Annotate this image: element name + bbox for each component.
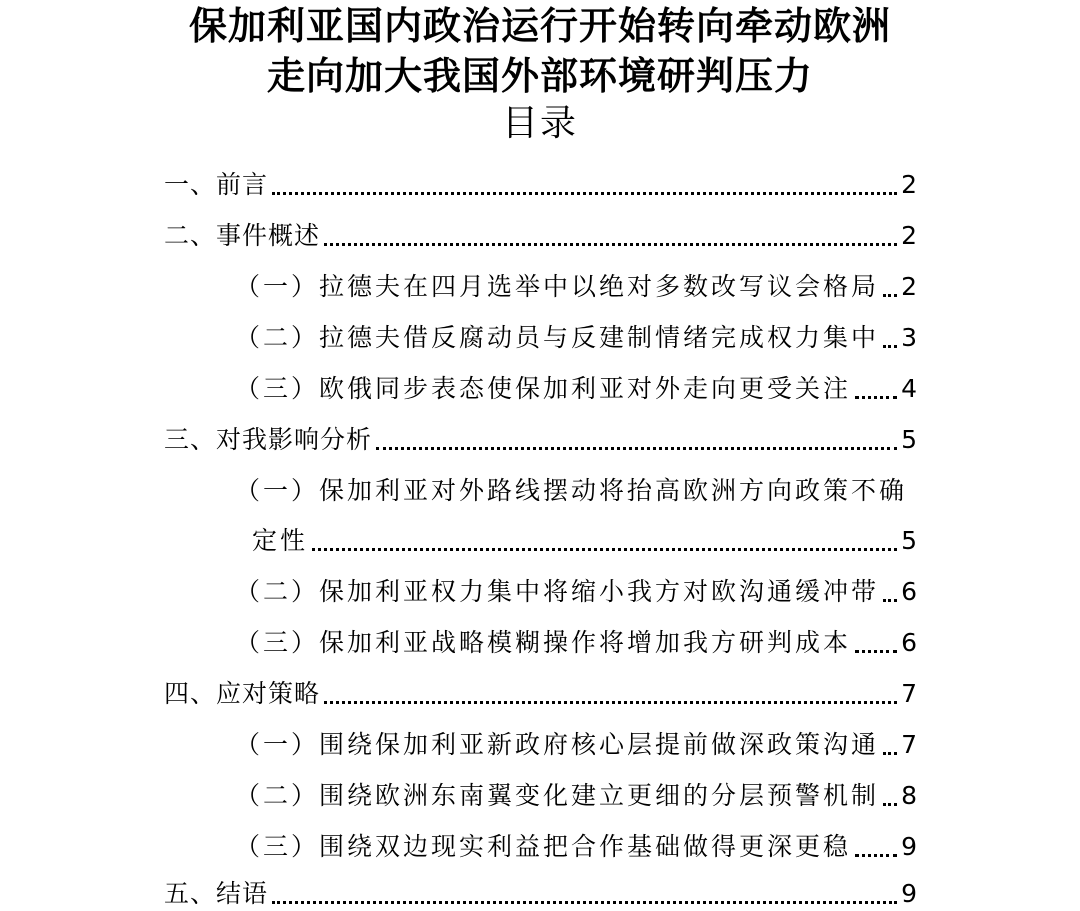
toc-entry-4-1[interactable]: [235, 728, 917, 762]
toc-entry-impact-analysis[interactable]: [164, 423, 917, 457]
toc-page-number: 6: [901, 577, 918, 606]
toc-entry-3-3[interactable]: [235, 626, 917, 660]
toc-entry-2-3[interactable]: [235, 372, 917, 406]
toc-entry-label: 三、对我影响分析: [164, 425, 373, 454]
toc-entry-label: （二）围绕欧洲东南翼变化建立更细的分层预警机制: [235, 781, 880, 810]
toc-entry-label: （三）保加利亚战略模糊操作将增加我方研判成本: [235, 628, 852, 657]
dot-leader: [855, 650, 897, 653]
toc-page-number: 9: [901, 879, 917, 908]
toc-page-number: 5: [901, 526, 917, 555]
toc-page-number: 6: [901, 628, 917, 657]
toc-entry-label: （一）拉德夫在四月选举中以绝对多数改写议会格局: [235, 272, 880, 301]
toc-entry-preface[interactable]: [164, 168, 917, 202]
toc-entry-countermeasures[interactable]: [164, 677, 917, 711]
toc-entry-4-2[interactable]: [235, 779, 917, 813]
toc-page-number: 5: [901, 425, 917, 454]
toc-heading: 目录: [501, 103, 578, 144]
toc-entry-label: 定性: [252, 526, 309, 555]
toc-entry-3-1-line-2[interactable]: [252, 524, 917, 558]
toc-entry-label: 四、应对策略: [164, 679, 321, 708]
toc-entry-label: （二）保加利亚权力集中将缩小我方对欧沟通缓冲带: [235, 577, 880, 606]
toc-entry-2-2[interactable]: [235, 321, 917, 355]
dot-leader: [883, 599, 897, 602]
dot-leader: [883, 752, 897, 755]
toc-page-number: 3: [901, 323, 918, 352]
toc-page-number: 7: [901, 679, 917, 708]
dot-leader: [883, 803, 897, 806]
toc-entry-label: 一、前言: [164, 170, 269, 199]
toc-entry-event-overview[interactable]: [164, 219, 917, 253]
toc-entry-2-1[interactable]: [235, 270, 917, 304]
toc-entry-3-1-line-1[interactable]: （一）保加利亚对外路线摆动将抬高欧洲方向政策不确: [235, 476, 908, 505]
toc-page-number: 9: [901, 832, 917, 861]
dot-leader: [272, 901, 897, 904]
toc-entry-label: （一）围绕保加利亚新政府核心层提前做深政策沟通: [235, 730, 880, 759]
dot-leader: [883, 294, 897, 297]
toc-entry-label: 二、事件概述: [164, 221, 321, 250]
toc-entry-label: （二）拉德夫借反腐动员与反建制情绪完成权力集中: [235, 323, 880, 352]
toc-entry-4-3[interactable]: [235, 830, 917, 864]
dot-leader: [883, 345, 897, 348]
dot-leader: [312, 548, 897, 551]
toc-page-number: 2: [901, 170, 917, 199]
toc-page-number: 2: [901, 221, 917, 250]
toc-entry-3-2[interactable]: [235, 575, 917, 609]
dot-leader: [376, 447, 897, 450]
toc-entry-label: （三）欧俄同步表态使保加利亚对外走向更受关注: [235, 374, 852, 403]
toc-page-number: 4: [901, 374, 917, 403]
document-title-line-1: 保加利亚国内政治运行开始转向牵动欧洲: [188, 3, 891, 48]
toc-page-number: 2: [901, 272, 918, 301]
toc-entry-label: （三）围绕双边现实利益把合作基础做得更深更稳: [235, 832, 852, 861]
document-title-line-2: 走向加大我国外部环境研判压力: [266, 53, 813, 98]
dot-leader: [272, 192, 897, 195]
dot-leader: [324, 243, 897, 246]
toc-entry-label: 五、结语: [164, 879, 269, 908]
dot-leader: [324, 701, 897, 704]
dot-leader: [855, 396, 897, 399]
toc-page-number: 8: [901, 781, 918, 810]
toc-page-number: 7: [901, 730, 918, 759]
dot-leader: [855, 854, 897, 857]
toc-entry-conclusion[interactable]: [164, 877, 917, 911]
